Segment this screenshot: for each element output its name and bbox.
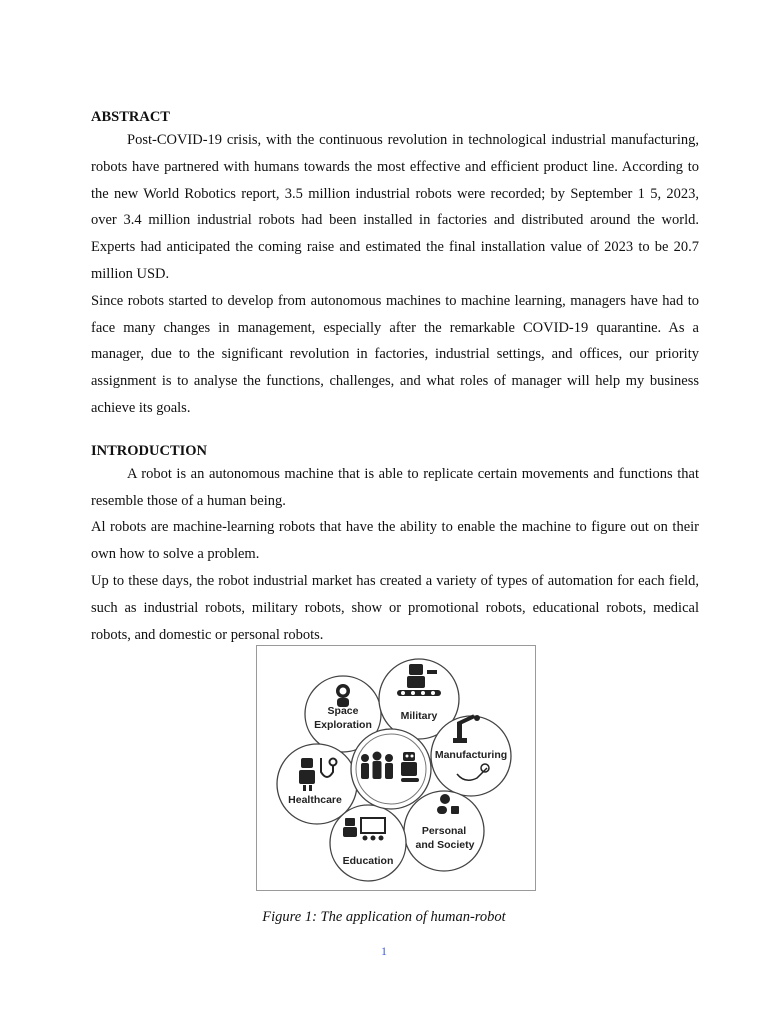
- introduction-heading: INTRODUCTION: [91, 442, 208, 459]
- page-body: [91, 108, 699, 648]
- robot-applications-diagram: [257, 646, 535, 890]
- label-healthcare: Healthcare: [288, 794, 342, 806]
- label-military: Military: [400, 710, 438, 722]
- introduction-paragraph-2: Al robots are machine-learning robots that have the ability to enable the machine to figure out on their own how to solve a problem.: [91, 519, 699, 563]
- page-number: 1: [381, 944, 387, 958]
- robot-applications-figure: [256, 645, 536, 891]
- astronaut-icon: [336, 684, 350, 707]
- introduction-paragraph-3: Up to these days, the robot industrial market has created a variety of types of automation for each field, such as industrial robots, military robots, show or promotional robots, educational robots, medical robots, and domestic or personal robots.: [91, 572, 699, 643]
- label-manufacturing: Manufacturing: [434, 749, 508, 761]
- label-space: Space: [327, 705, 359, 717]
- abstract-paragraph-1: Post-COVID-19 crisis, with the continuous revolution in technological industrial manufacturing, robots have partnered with humans towards the most effective and efficient product line. According to the new World Robotics report, 3.5 million industrial robots were recorded; by September 1 5, 2023, over 3.4 million industrial robots had been installed in factories and distributed around the world. Experts had anticipated the coming raise and estimated the final installation value of 2023 to be 20.7 million USD.: [91, 132, 699, 282]
- abstract-heading: ABSTRACT: [91, 109, 170, 125]
- label-exploration: Exploration: [314, 719, 372, 731]
- label-personal: Personal: [421, 825, 467, 837]
- education-circle: [330, 805, 406, 881]
- humans-icon: [361, 752, 393, 780]
- label-education: Education: [342, 855, 394, 867]
- label-and-society: and Society: [415, 839, 475, 851]
- introduction-paragraph-1: A robot is an autonomous machine that is able to replicate certain movements and functions that resemble those of a human being.: [91, 465, 699, 509]
- figure-caption: Figure 1: The application of human-robot: [262, 909, 506, 925]
- abstract-paragraph-2: Since robots started to develop from autonomous machines to machine learning, managers have had to face many changes in management, especially after the remarkable COVID-19 quarantine. As a manager, due to the significant revolution in factories, industrial settings, and offices, our priority assignment is to analyse the functions, challenges, and what roles of manager will help my business achieve its goals.: [91, 292, 699, 416]
